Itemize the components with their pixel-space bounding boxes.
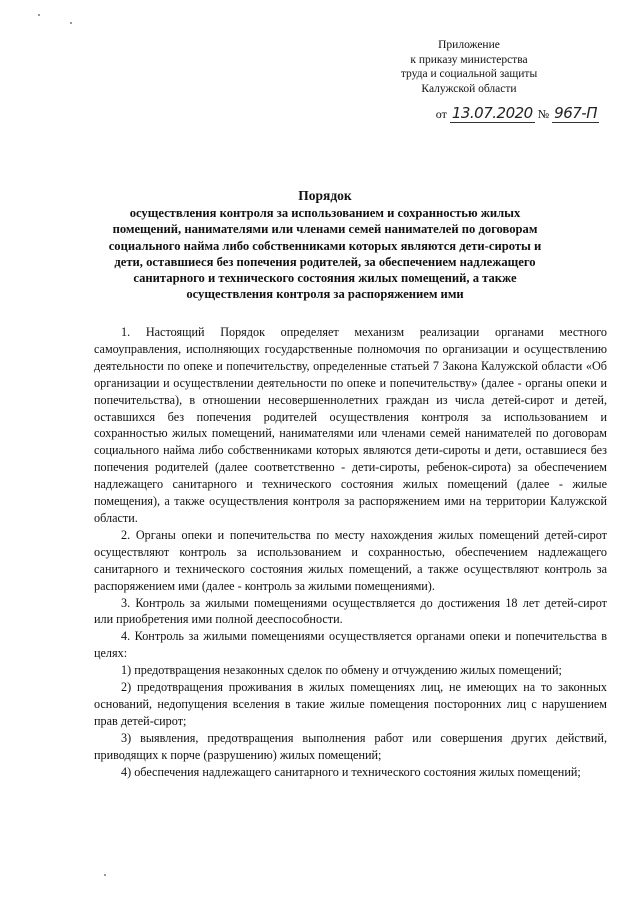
title-line: помещений, нанимателями или членами семей нанимателей по договорам [112, 222, 538, 237]
order-date: 13.07.2020 [451, 104, 533, 122]
scan-speck [38, 14, 40, 16]
appendix-block [359, 38, 579, 96]
paragraph-2: 2. Органы опеки и попечительства по месту нахождения жилых помещений детей-сирот осуществляют контроль за использованием и сохранностью, обеспечением надлежащего санитарного и технического состояния жилых помещений, а также осуществляют контроль за распоряжением ими (далее - контроль за жилыми помещениями). [94, 527, 607, 593]
document-body [94, 324, 607, 780]
title-line: санитарного и технического состояния жилых помещений, а также [133, 271, 517, 286]
order-dateline [436, 104, 599, 123]
dateline-prefix: от [435, 107, 447, 121]
paragraph-4: 4. Контроль за жилыми помещениями осуществляется органами опеки и попечительства в целях: [94, 629, 607, 661]
document-title [80, 188, 570, 302]
appendix-line: труда и социальной защиты [400, 68, 538, 80]
list-item-1: 1) предотвращения незаконных сделок по обмену и отчуждению жилых помещений; [121, 663, 562, 678]
number-sign: № [537, 107, 550, 121]
list-item-2: 2) предотвращения проживания в жилых помещениях лиц, не имеющих на то законных оснований, недопущения вселения в такие жилые помещения посторонних лиц с нарушением прав детей-сирот; [94, 680, 607, 728]
title-line: социального найма либо собственниками которых являются дети-сироты и [108, 238, 542, 253]
paragraph-1: 1. Настоящий Порядок определяет механизм реализации органами местного самоуправления, исполняющих государственные полномочия по организации и осуществлению деятельности по опеке и попечительству, определенные статьей 7 Закона Калужской области «Об организации и осуществлении деятельности по опеке и попечительству» (далее - органы опеки и попечительства), в отношении несовершеннолетних граждан из числа детей-сирот и детей, оставшихся без попечения родителей осуществления контроля за использованием и сохранностью жилых помещений, нанимателями или членами семей нанимателей по договорам социального найма либо собственниками которых являются дети-сироты и дети, оставшиеся без попечения родителей (далее соответственно - дети-сироты, ребенок-сирота) за обеспечением надлежащего санитарного и технического состояния жилых помещений (далее - жилые помещения), а также осуществления контроля за распоряжением ими на территории Калужской области. [94, 325, 607, 525]
title-line: осуществления контроля за распоряжением ими [186, 287, 464, 302]
list-item-3: 3) выявления, предотвращения выполнения работ или совершения других действий, приводящих к порче (разрушению) жилых помещений; [94, 730, 607, 762]
list-item-4: 4) обеспечения надлежащего санитарного и технического состояния жилых помещений; [121, 764, 581, 779]
order-number: 967-П [554, 104, 597, 122]
title-line: осуществления контроля за использованием и сохранностью жилых [129, 206, 521, 221]
appendix-line: к приказу министерства [410, 53, 528, 66]
scan-speck [70, 22, 72, 24]
paragraph-3: 3. Контроль за жилыми помещениями осуществляется до достижения 18 лет детей-сирот или приобретения ими полной дееспособности. [94, 595, 607, 627]
appendix-line: Калужской области [421, 82, 517, 95]
scan-speck [104, 874, 106, 876]
title-heading: Порядок [298, 188, 352, 203]
appendix-line: Приложение [438, 39, 500, 51]
title-line: дети, оставшиеся без попечения родителей, за обеспечением надлежащего [114, 254, 536, 269]
